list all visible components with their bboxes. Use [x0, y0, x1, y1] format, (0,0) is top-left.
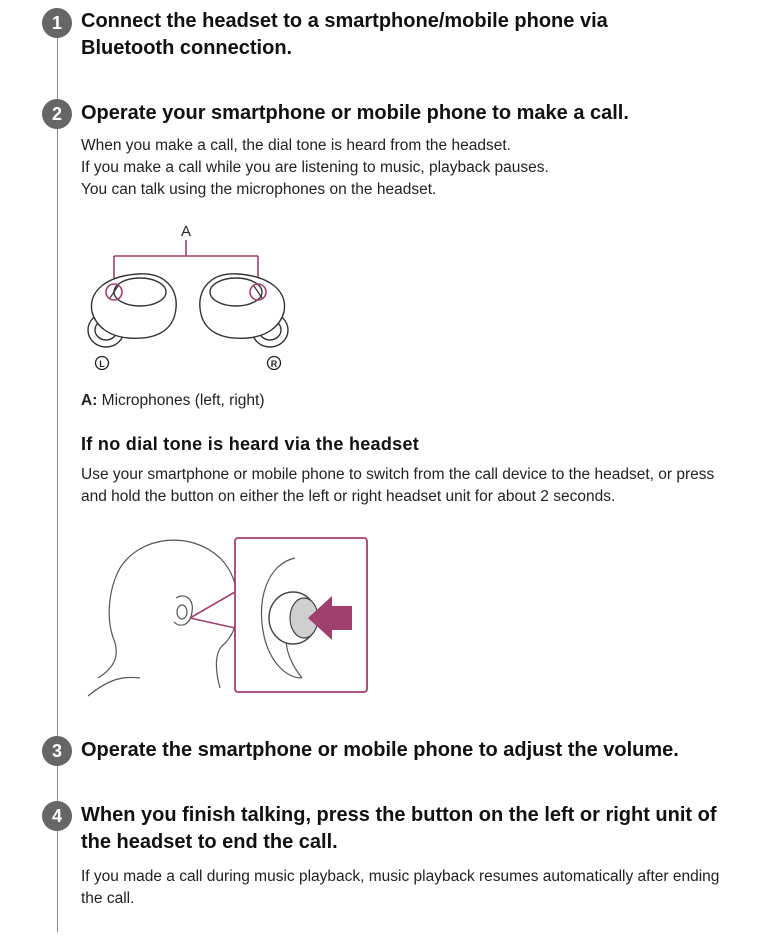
step-number-3: 3 — [42, 736, 72, 766]
no-dial-tone-text: Use your smartphone or mobile phone to switch from the call device to the headset, or press and hold the button on either the left or right headset unit for about 2 seconds. — [81, 466, 715, 505]
step-4-heading: When you finish talking, press the button on the left or right unit of the headset to end the call. — [81, 804, 717, 853]
callout-label-a: A — [180, 223, 192, 240]
right-mark: R — [270, 359, 278, 369]
step-2-heading: Operate your smartphone or mobile phone to make a call. — [81, 102, 629, 124]
step-2-line-3: You can talk using the microphones on the headset. — [81, 181, 437, 198]
step-1-heading: Connect the headset to a smartphone/mobile phone via Bluetooth connection. — [81, 10, 608, 59]
step-number-2: 2 — [42, 99, 72, 129]
step-2-line-2: If you make a call while you are listening to music, playback pauses. — [81, 159, 549, 176]
no-dial-tone-title: If no dial tone is heard via the headset — [81, 434, 420, 454]
caption-text: Microphones (left, right) — [97, 392, 265, 409]
press-button-illustration — [80, 528, 380, 703]
caption-key: A: — [81, 392, 98, 409]
step-4-note: If you made a call during music playback, music playback resumes automatically after ending the call. — [81, 868, 720, 907]
figure-caption — [81, 390, 741, 412]
left-mark: L — [99, 359, 105, 369]
step-number-4: 4 — [42, 801, 72, 831]
step-2-line-1: When you make a call, the dial tone is heard from the headset. — [81, 137, 511, 154]
earbuds-illustration — [78, 220, 298, 380]
step-3-heading: Operate the smartphone or mobile phone to adjust the volume. — [81, 739, 679, 761]
step-number-1: 1 — [42, 8, 72, 38]
step-rail — [57, 10, 58, 932]
